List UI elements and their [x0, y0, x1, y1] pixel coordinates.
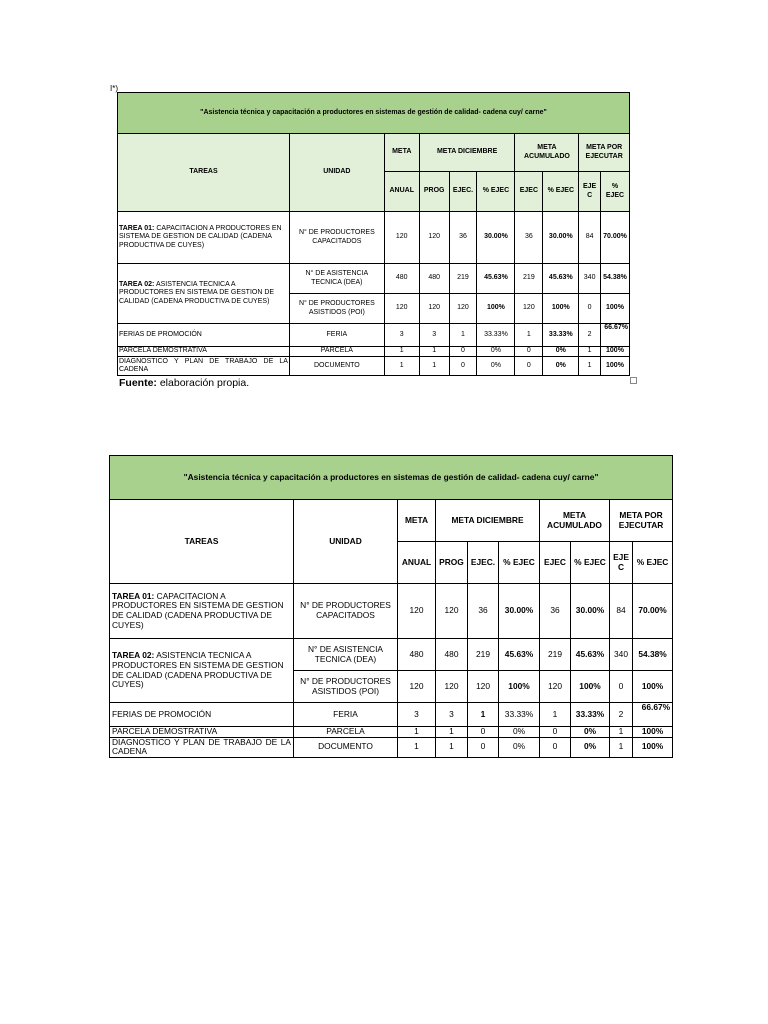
acum-ejec-cell: 120 — [515, 294, 543, 324]
acum-ejec-cell: 219 — [515, 264, 543, 294]
header-pct-ejec-acum: % EJEC — [571, 542, 610, 584]
unidad-cell: PARCELA — [289, 347, 384, 357]
acum-ejec-cell: 0 — [540, 727, 571, 738]
acum-ejec-cell: 1 — [540, 703, 571, 727]
ejec-cell: 1 — [449, 324, 477, 347]
anual-cell: 3 — [384, 324, 419, 347]
acum-ejec-cell: 219 — [540, 639, 571, 671]
prog-cell: 3 — [419, 324, 449, 347]
prog-cell: 120 — [419, 294, 449, 324]
table-row — [118, 324, 630, 347]
anual-cell: 120 — [398, 671, 436, 703]
por-ejec-cell: 1 — [610, 727, 633, 738]
ejec-cell: 1 — [468, 703, 499, 727]
header-ejec-por: EJE C — [579, 172, 601, 212]
header-pct-ejec-por: % EJEC — [600, 172, 629, 212]
tarea-cell: PARCELA DEMOSTRATIVA — [110, 727, 294, 738]
prog-cell: 1 — [419, 357, 449, 376]
tarea-cell: FERIAS DE PROMOCIÓN — [118, 324, 290, 347]
header-ejec-acum: EJEC — [515, 172, 543, 212]
pct-cell: 0% — [477, 347, 515, 357]
acum-pct-cell: 100% — [571, 671, 610, 703]
pct-cell: 33.33% — [477, 324, 515, 347]
header-anual: ANUAL — [398, 542, 436, 584]
ejec-cell: 36 — [468, 584, 499, 639]
tarea-cell: FERIAS DE PROMOCIÓN — [110, 703, 294, 727]
header-meta-por-ejecutar: META POR EJECUTAR — [579, 134, 630, 172]
table-row — [110, 584, 673, 639]
tarea-cell: TAREA 02: ASISTENCIA TECNICA A PRODUCTORES EN SISTEMA DE GESTION DE CALIDAD (CADENA PRODUCTIVA DE CUYES) — [110, 639, 294, 703]
acum-ejec-cell: 0 — [515, 347, 543, 357]
table-row — [110, 727, 673, 738]
por-pct-cell: 70.00% — [600, 212, 629, 264]
pct-cell: 33.33% — [499, 703, 540, 727]
anual-cell: 120 — [384, 212, 419, 264]
por-pct-cell: 54.38% — [600, 264, 629, 294]
por-pct-cell: 100% — [633, 737, 673, 757]
table-row — [110, 703, 673, 727]
unidad-cell: N° DE ASISTENCIA TECNICA (DEA) — [289, 264, 384, 294]
por-ejec-cell: 1 — [579, 347, 601, 357]
header-anual: ANUAL — [384, 172, 419, 212]
acum-ejec-cell: 36 — [540, 584, 571, 639]
header-pct-ejec-por: % EJEC — [633, 542, 673, 584]
header-pct-ejec-acum: % EJEC — [543, 172, 579, 212]
por-ejec-cell: 84 — [610, 584, 633, 639]
source-note: Fuente: elaboración propia. — [119, 377, 250, 389]
header-meta-acumulado: META ACUMULADO — [515, 134, 579, 172]
por-pct-cell: 54.38% — [633, 639, 673, 671]
acum-ejec-cell: 1 — [515, 324, 543, 347]
table-row — [110, 639, 673, 671]
tarea-cell: TAREA 02: ASISTENCIA TECNICA A PRODUCTORES EN SISTEMA DE GESTION DE CALIDAD (CADENA PRODUCTIVA DE CUYES) — [118, 264, 290, 324]
tarea-cell: TAREA 01: CAPACITACION A PRODUCTORES EN SISTEMA DE GESTION DE CALIDAD (CADENA PRODUCTIVA DE CUYES) — [110, 584, 294, 639]
unidad-cell: DOCUMENTO — [289, 357, 384, 376]
acum-pct-cell: 33.33% — [571, 703, 610, 727]
unidad-cell: DOCUMENTO — [294, 737, 398, 757]
pct-cell: 100% — [499, 671, 540, 703]
acum-pct-cell: 0% — [571, 727, 610, 738]
header-meta-por-ejecutar: META POR EJECUTAR — [610, 500, 673, 542]
pct-cell: 30.00% — [477, 212, 515, 264]
acum-pct-cell: 33.33% — [543, 324, 579, 347]
por-ejec-cell: 1 — [610, 737, 633, 757]
acum-ejec-cell: 36 — [515, 212, 543, 264]
tarea-cell: DIAGNOSTICO Y PLAN DE TRABAJO DE LA CADENA — [110, 737, 294, 757]
tarea-cell: TAREA 01: CAPACITACION A PRODUCTORES EN SISTEMA DE GESTION DE CALIDAD (CADENA PRODUCTIVA DE CUYES) — [118, 212, 290, 264]
pct-cell: 0% — [499, 737, 540, 757]
acum-pct-cell: 100% — [543, 294, 579, 324]
unidad-cell: N° DE ASISTENCIA TECNICA (DEA) — [294, 639, 398, 671]
table-row — [118, 264, 630, 294]
pct-cell: 0% — [499, 727, 540, 738]
por-ejec-cell: 0 — [610, 671, 633, 703]
unidad-cell: FERIA — [289, 324, 384, 347]
unidad-cell: N° DE PRODUCTORES CAPACITADOS — [289, 212, 384, 264]
header-tareas: TAREAS — [118, 134, 290, 212]
unidad-cell: PARCELA — [294, 727, 398, 738]
ejec-cell: 219 — [449, 264, 477, 294]
ejec-cell: 219 — [468, 639, 499, 671]
prog-cell: 480 — [436, 639, 468, 671]
prog-cell: 1 — [436, 737, 468, 757]
pct-cell: 45.63% — [499, 639, 540, 671]
por-pct-cell: 66.67% — [600, 324, 629, 347]
header-meta-acumulado: META ACUMULADO — [540, 500, 610, 542]
pct-cell: 30.00% — [499, 584, 540, 639]
anual-cell: 1 — [398, 727, 436, 738]
unidad-cell: N° DE PRODUCTORES ASISTIDOS (POI) — [289, 294, 384, 324]
por-ejec-cell: 2 — [610, 703, 633, 727]
prog-cell: 120 — [436, 584, 468, 639]
header-meta: META — [398, 500, 436, 542]
anual-cell: 3 — [398, 703, 436, 727]
table-row — [118, 212, 630, 264]
anual-cell: 1 — [384, 347, 419, 357]
pct-cell: 45.63% — [477, 264, 515, 294]
anual-cell: 120 — [398, 584, 436, 639]
por-pct-cell: 100% — [633, 727, 673, 738]
acum-ejec-cell: 0 — [540, 737, 571, 757]
por-ejec-cell: 0 — [579, 294, 601, 324]
upper-table — [117, 92, 630, 376]
por-pct-cell: 66.67% — [633, 703, 673, 727]
anual-cell: 1 — [384, 357, 419, 376]
ejec-cell: 120 — [449, 294, 477, 324]
tarea-cell: DIAGNOSTICO Y PLAN DE TRABAJO DE LA CADENA — [118, 357, 290, 376]
prog-cell: 120 — [436, 671, 468, 703]
header-pct-ejec: % EJEC — [477, 172, 515, 212]
prog-cell: 120 — [419, 212, 449, 264]
table-row — [110, 737, 673, 757]
prog-cell: 480 — [419, 264, 449, 294]
header-ejec: EJEC. — [449, 172, 477, 212]
header-prog: PROG — [419, 172, 449, 212]
header-meta: META — [384, 134, 419, 172]
acum-ejec-cell: 120 — [540, 671, 571, 703]
anual-cell: 480 — [398, 639, 436, 671]
table-title: "Asistencia técnica y capacitación a productores en sistemas de gestión de calidad- cadena cuy/ carne" — [110, 456, 673, 500]
header-unidad: UNIDAD — [294, 500, 398, 584]
header-prog: PROG — [436, 542, 468, 584]
table-row — [118, 347, 630, 357]
corner-mark: I*) — [110, 84, 118, 93]
acum-pct-cell: 0% — [543, 347, 579, 357]
header-ejec-acum: EJEC — [540, 542, 571, 584]
header-pct-ejec: % EJEC — [499, 542, 540, 584]
resize-handle[interactable] — [630, 377, 637, 384]
por-ejec-cell: 340 — [610, 639, 633, 671]
pct-cell: 0% — [477, 357, 515, 376]
prog-cell: 1 — [419, 347, 449, 357]
por-pct-cell: 100% — [600, 294, 629, 324]
por-ejec-cell: 2 — [579, 324, 601, 347]
header-tareas: TAREAS — [110, 500, 294, 584]
ejec-cell: 120 — [468, 671, 499, 703]
prog-cell: 1 — [436, 727, 468, 738]
por-ejec-cell: 84 — [579, 212, 601, 264]
acum-pct-cell: 30.00% — [571, 584, 610, 639]
table-title: "Asistencia técnica y capacitación a productores en sistemas de gestión de calidad- cadena cuy/ carne" — [118, 93, 630, 134]
acum-pct-cell: 0% — [571, 737, 610, 757]
pct-cell: 100% — [477, 294, 515, 324]
por-pct-cell: 70.00% — [633, 584, 673, 639]
lower-table — [109, 455, 673, 758]
tarea-cell: PARCELA DEMOSTRATIVA — [118, 347, 290, 357]
table-row — [118, 357, 630, 376]
ejec-cell: 0 — [468, 727, 499, 738]
header-meta-diciembre: META DICIEMBRE — [419, 134, 515, 172]
header-meta-diciembre: META DICIEMBRE — [436, 500, 540, 542]
ejec-cell: 0 — [468, 737, 499, 757]
por-pct-cell: 100% — [633, 671, 673, 703]
ejec-cell: 36 — [449, 212, 477, 264]
anual-cell: 120 — [384, 294, 419, 324]
por-ejec-cell: 1 — [579, 357, 601, 376]
unidad-cell: N° DE PRODUCTORES CAPACITADOS — [294, 584, 398, 639]
ejec-cell: 0 — [449, 347, 477, 357]
header-unidad: UNIDAD — [289, 134, 384, 212]
unidad-cell: N° DE PRODUCTORES ASISTIDOS (POI) — [294, 671, 398, 703]
header-ejec-por: EJE C — [610, 542, 633, 584]
ejec-cell: 0 — [449, 357, 477, 376]
por-pct-cell: 100% — [600, 357, 629, 376]
anual-cell: 1 — [398, 737, 436, 757]
acum-ejec-cell: 0 — [515, 357, 543, 376]
unidad-cell: FERIA — [294, 703, 398, 727]
acum-pct-cell: 30.00% — [543, 212, 579, 264]
header-ejec: EJEC. — [468, 542, 499, 584]
acum-pct-cell: 45.63% — [543, 264, 579, 294]
prog-cell: 3 — [436, 703, 468, 727]
anual-cell: 480 — [384, 264, 419, 294]
por-ejec-cell: 340 — [579, 264, 601, 294]
acum-pct-cell: 45.63% — [571, 639, 610, 671]
acum-pct-cell: 0% — [543, 357, 579, 376]
por-pct-cell: 100% — [600, 347, 629, 357]
